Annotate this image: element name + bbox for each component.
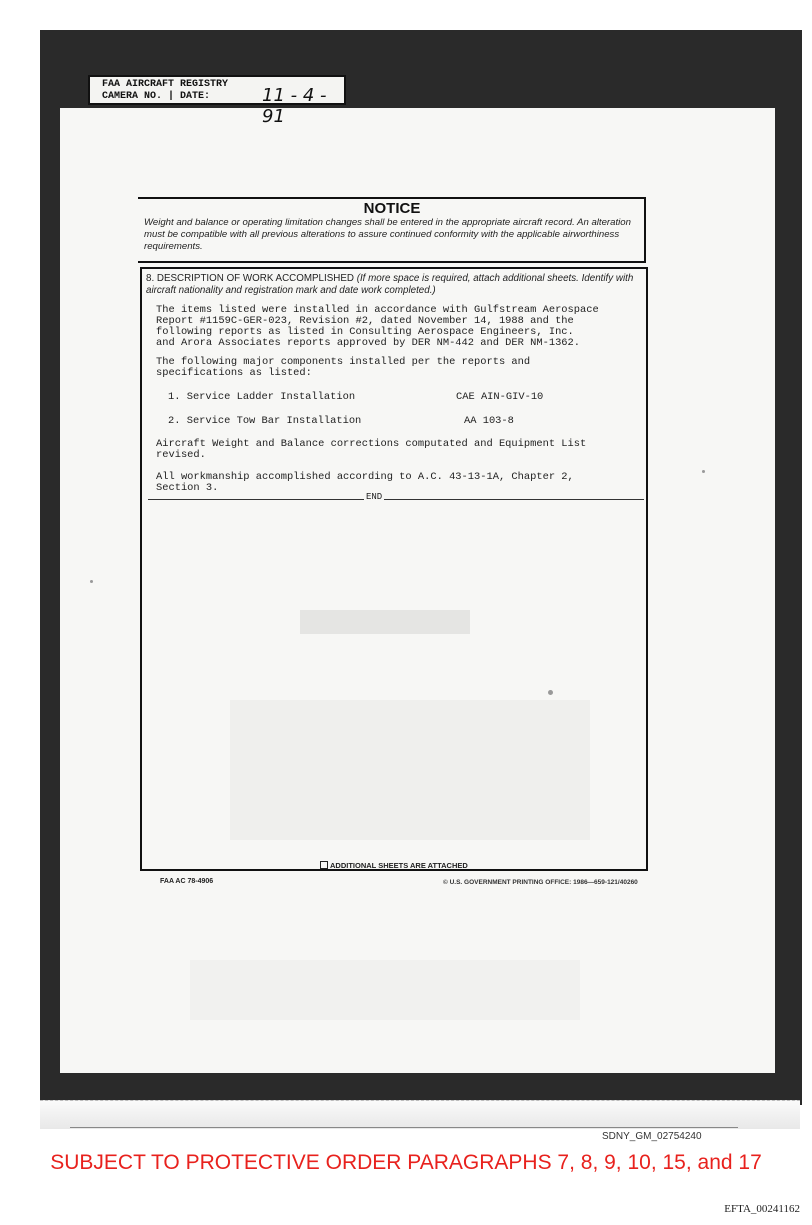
camera-label-line1: FAA AIRCRAFT REGISTRY bbox=[102, 79, 229, 90]
end-rule bbox=[148, 499, 644, 500]
description-header-title: 8. DESCRIPTION OF WORK ACCOMPLISHED bbox=[146, 273, 354, 284]
form-number: FAA AC 78-4906 bbox=[160, 878, 214, 885]
paragraph-workmanship bbox=[156, 472, 646, 494]
camera-label-date: 11 - 4 - 91 bbox=[262, 85, 327, 127]
text-line: following reports as listed in Consulting Aerospace Engineers, Inc. bbox=[156, 326, 574, 338]
text-line: Aircraft Weight and Balance corrections computated and Equipment List bbox=[156, 438, 587, 450]
text-line: specifications as listed: bbox=[156, 367, 312, 379]
efta-number: EFTA_00241162 bbox=[724, 1203, 800, 1215]
text-line: Section 3. bbox=[156, 482, 219, 494]
paragraph-weight-balance bbox=[156, 439, 646, 461]
camera-label-line2: CAMERA NO. | DATE: bbox=[102, 91, 211, 102]
protective-order-banner: SUBJECT TO PROTECTIVE ORDER PARAGRAPHS 7, 8, 9, 10, 15, and 17 bbox=[50, 1151, 762, 1174]
notice-box bbox=[138, 197, 646, 263]
item-1-label: 1. Service Ladder Installation bbox=[168, 391, 356, 403]
text-line: revised. bbox=[156, 449, 206, 461]
description-header-instruction: (If more space is required, attach additional sheets. Identify with aircraft nationality and registration mark and date work completed.) bbox=[146, 273, 634, 296]
item-2-ref: AA 103-8 bbox=[464, 415, 514, 427]
scan-bottom-edge bbox=[40, 1100, 800, 1129]
gpo-imprint: © U.S. GOVERNMENT PRINTING OFFICE: 1986—659-121/40260 bbox=[443, 879, 638, 886]
bates-number: SDNY_GM_02754240 bbox=[602, 1131, 702, 1142]
checkbox-icon bbox=[320, 861, 328, 869]
text-line: and Arora Associates reports approved by DER NM-442 and DER NM-1362. bbox=[156, 337, 581, 349]
text-line: The items listed were installed in accordance with Gulfstream Aerospace bbox=[156, 304, 599, 316]
description-header bbox=[146, 273, 646, 297]
camera-label bbox=[88, 75, 346, 127]
text-line: The following major components installed per the reports and bbox=[156, 356, 531, 368]
end-marker: END bbox=[366, 492, 383, 502]
item-1-ref: CAE AIN-GIV-10 bbox=[456, 391, 544, 403]
additional-sheets-checkbox bbox=[320, 861, 468, 870]
notice-text: Weight and balance or operating limitation changes shall be entered in the appropriate aircraft record. An alteration must be compatible with all previous alterations to assure continued conformity with the applicable airworthiness requirements. bbox=[144, 217, 631, 252]
item-2-label: 2. Service Tow Bar Installation bbox=[168, 415, 362, 427]
text-line: Report #1159C-GER-023, Revision #2, dated November 14, 1988 and the bbox=[156, 315, 574, 327]
speck bbox=[702, 470, 705, 473]
speck bbox=[90, 580, 93, 583]
paragraph-installed bbox=[156, 305, 646, 349]
bates-rule bbox=[70, 1127, 738, 1128]
show-through-smudge bbox=[190, 960, 580, 1020]
paragraph-components bbox=[156, 357, 646, 379]
text-line: All workmanship accomplished according to A.C. 43-13-1A, Chapter 2, bbox=[156, 471, 574, 483]
additional-sheets-label: ADDITIONAL SHEETS ARE ATTACHED bbox=[330, 861, 468, 870]
description-box bbox=[140, 267, 648, 871]
notice-title: NOTICE bbox=[363, 200, 421, 217]
